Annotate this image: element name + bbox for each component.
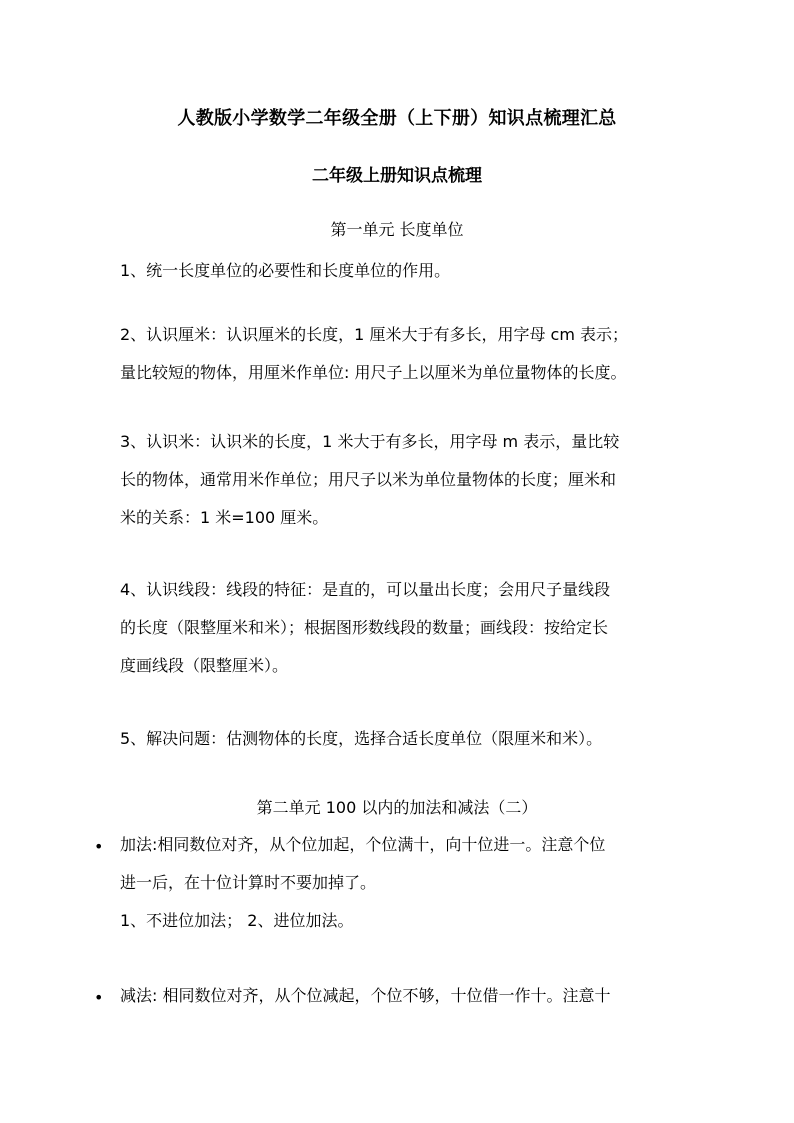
paragraph-line: 进一后，在十位计算时不要加掉了。 [120,873,377,892]
document-title: 人教版小学数学二年级全册（上下册）知识点梳理汇总 [177,108,617,129]
paragraph-line: 度画线段（限整厘米）。 [120,656,289,675]
unit1-heading: 第一单元 长度单位 [330,220,464,239]
paragraph-line: 3、认识米：认识米的长度，1 米大于有多长，用字母 m 表示，量比较 [120,432,620,451]
paragraph-line: 2、认识厘米：认识厘米的长度，1 厘米大于有多长，用字母 cm 表示； [120,325,629,344]
paragraph-line: 减法: 相同数位对齐，从个位减起，个位不够，十位借一作十。注意十 [120,986,611,1005]
unit1-item-3 [120,423,690,537]
paragraph-line: 长的物体，通常用米作单位；用尺子以米为单位量物体的长度；厘米和 [120,470,617,489]
bullet-marker: • [94,837,104,856]
unit1-item-5 [120,720,690,758]
paragraph-line: 的长度（限整厘米和米）；根据图形数线段的数量；画线段：按给定长 [120,618,609,637]
paragraph-line: 4、认识线段：线段的特征：是直的，可以量出长度；会用尺子量线段 [120,580,611,599]
unit2-bullet-subtraction [120,977,690,1015]
paragraph-line: 1、不进位加法； 2、进位加法。 [120,911,354,930]
paragraph-line: 量比较短的物体，用厘米作单位: 用尺子上以厘米为单位量物体的长度。 [120,363,627,382]
paragraph-line: 加法:相同数位对齐，从个位加起，个位满十，向十位进一。注意个位 [120,835,606,854]
bullet-marker: • [94,988,104,1007]
unit1-item-2 [120,316,690,392]
unit2-bullet-addition [120,826,690,940]
unit2-heading: 第二单元 100 以内的加法和减法（二） [256,798,538,817]
paragraph-line: 1、统一长度单位的必要性和长度单位的作用。 [120,261,451,280]
paragraph-line: 米的关系：1 米=100 厘米。 [120,508,329,527]
paragraph-line: 5、解决问题：估测物体的长度，选择合适长度单位（限厘米和米）。 [120,729,603,748]
unit1-item-4 [120,571,690,685]
unit1-item-1 [120,252,690,290]
document-subtitle: 二年级上册知识点梳理 [312,166,482,186]
